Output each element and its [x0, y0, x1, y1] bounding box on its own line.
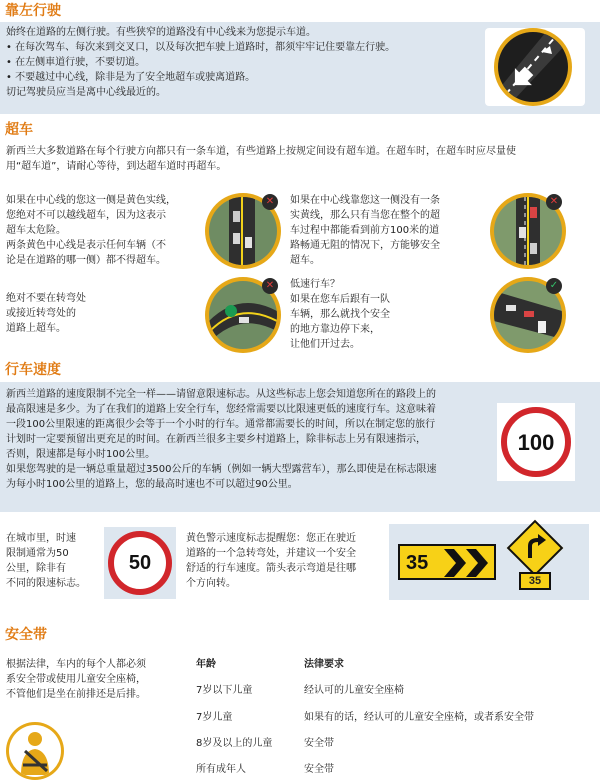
not-allowed-icon: ✕ [262, 194, 278, 210]
section-title-keep-left: 靠左行驶 [5, 3, 61, 19]
text-line: 一段100公里限速的距离很少会等于一个小时的行车。通常都需要长的时间，所以在制定您的旅行 [6, 419, 436, 430]
text-line: 计划时一定要预留出更充足的时间。在新西兰很多主要乡村道路上，除非标志上另有限速指示， [6, 434, 426, 445]
seatbelt-text [6, 657, 186, 702]
text-line: 在城市里，时速 [6, 533, 76, 544]
text-line: 让他们开过去。 [290, 339, 360, 350]
table-header-age: 年龄 [196, 659, 216, 670]
text-line: 的地方靠边停下来， [290, 324, 380, 335]
road-circle-icon [494, 28, 572, 106]
text-line: 公里，除非有 [6, 563, 66, 574]
text-line: 如果在您车后跟有一队 [290, 294, 390, 305]
speed-limit-100-sign: 100 [501, 407, 571, 477]
text-line: 如果您驾驶的是一辆总重量超过3500公斤的车辆（例如一辆大型露营车），那么即使是在标志限速 [6, 464, 437, 475]
table-header-requirement: 法律要求 [304, 659, 344, 670]
text-line: 根据法律，车内的每个人都必须 [6, 659, 146, 670]
text-line: 道路上超车。 [6, 323, 66, 334]
keep-left-bullet: • 不要越过中心线，除非是为了安全地超车或驶离道路。 [6, 72, 256, 83]
text-line: 绝对不要在转弯处 [6, 293, 86, 304]
text-line: 限制通常为50 [6, 548, 69, 559]
speed-text [6, 387, 496, 492]
slow-driving-text [290, 277, 440, 352]
text-line: 个方向转。 [186, 578, 236, 589]
text-line: 系安全带或使用儿童安全座椅， [6, 674, 146, 685]
text-line: 论是在道路的哪一侧）都不得超车。 [6, 255, 166, 266]
text-line: 或接近转弯处的 [6, 308, 76, 319]
overtaking-safe-text [290, 193, 490, 268]
city-speed-text [6, 531, 106, 591]
speed-limit-50-sign: 50 [108, 531, 172, 595]
text-line: 如果在中心线靠您这一侧没有一条 [290, 195, 440, 206]
text-line: 不同的限速标志。 [6, 578, 86, 589]
not-allowed-icon: ✕ [262, 278, 278, 294]
allowed-icon: ✓ [546, 278, 562, 294]
table-cell-requirement: 安全带 [304, 764, 334, 775]
text-line: 实黄线，那么只有当您在整个的超 [290, 210, 440, 221]
keep-left-bullet: • 在每次驾车、每次来到交叉口，以及每次把车驶上道路时，都须牢牢记住要靠左行驶。 [6, 42, 396, 53]
text-line: 黄色警示速度标志提醒您：您正在驶近 [186, 533, 356, 544]
overtaking-intro-line: 新西兰大多数道路在每个行驶方向都只有一条车道，有些道路上按规定间设有超车道。在超车时，在超车时应尽量使 [6, 146, 516, 157]
table-cell-age: 7岁儿童 [196, 712, 233, 723]
table-cell-requirement: 安全带 [304, 738, 334, 749]
keep-left-intro: 始终在道路的左侧行驶。有些狭窄的道路没有中心线来为您提示车道。 [6, 27, 316, 38]
text-line: 路畅通无阻的情况下，方能够安全 [290, 240, 440, 251]
table-cell-age: 7岁以下儿童 [196, 685, 253, 696]
table-cell-requirement: 经认可的儿童安全座椅 [304, 685, 404, 696]
overtaking-intro [6, 144, 596, 174]
curve-arrow-icon [520, 532, 550, 562]
table-cell-requirement: 如果有的话，经认可的儿童安全座椅，或者系安全带 [304, 712, 534, 723]
not-allowed-icon: ✕ [546, 194, 562, 210]
text-line: 如果在中心线的您这一侧是黄色实线， [6, 195, 176, 206]
section-title-seatbelt: 安全带 [5, 627, 47, 643]
overtaking-yellow-line-text [6, 193, 206, 268]
chevron-arrows-icon [444, 549, 492, 577]
text-line: 两条黄色中心线是表示任何车辆（不 [6, 240, 166, 251]
section-title-speed: 行车速度 [5, 362, 61, 378]
text-line: 您绝对不可以越线超车，因为这表示 [6, 210, 166, 221]
seatbelt-illustration [6, 722, 64, 780]
text-line: 车过程中都能看到前方100米的道 [290, 225, 440, 236]
text-line: 不管他们是坐在前排还是后排。 [6, 689, 146, 700]
table-cell-age: 8岁及以上的儿童 [196, 738, 273, 749]
section-title-overtaking: 超车 [5, 122, 33, 138]
keep-left-illustration [485, 28, 585, 106]
text-line: 最高限速是多少。为了在我们的道路上安全行车，您经常需要以比限速更低的速度行车。这意味着 [6, 404, 436, 415]
table-cell-age: 所有成年人 [196, 764, 246, 775]
road-arrow-icon [498, 32, 568, 102]
text-line: 超车。 [290, 255, 320, 266]
text-line: 否则，限速都是每小时100公里。 [6, 449, 156, 460]
text-line: 车辆，那么就找个安全 [290, 309, 390, 320]
text-line: 低速行车？ [290, 279, 340, 290]
advisory-speed-text [186, 531, 386, 591]
overtaking-intro-line: 用“超车道”，请耐心等待，到达超车道时再超车。 [6, 161, 227, 172]
text-line: 超车太危险。 [6, 225, 66, 236]
text-line: 为每小时100公里的道路上，您的最高时速也不可以超过90公里。 [6, 479, 298, 490]
keep-left-bullet: • 在左侧車道行驶，不要切道。 [6, 57, 146, 68]
text-line: 新西兰道路的速度限制不完全一样——请留意限速标志。从这些标志上您会知道您所在的路段上的 [6, 389, 436, 400]
text-line: 道路的一个急转弯处，并建议一个安全 [186, 548, 356, 559]
chevron-speed-value: 35 [406, 552, 429, 574]
curve-speed-plate: 35 [519, 572, 551, 590]
keep-left-text [6, 25, 476, 100]
keep-left-note: 切记驾驶员应当是离中心线最近的。 [6, 87, 166, 98]
seatbelt-person-icon [9, 725, 61, 777]
overtaking-corner-text [6, 291, 166, 336]
text-line: 舒适的行车速度。箭头表示弯道是往哪 [186, 563, 356, 574]
chevron-advisory-sign [398, 544, 496, 580]
